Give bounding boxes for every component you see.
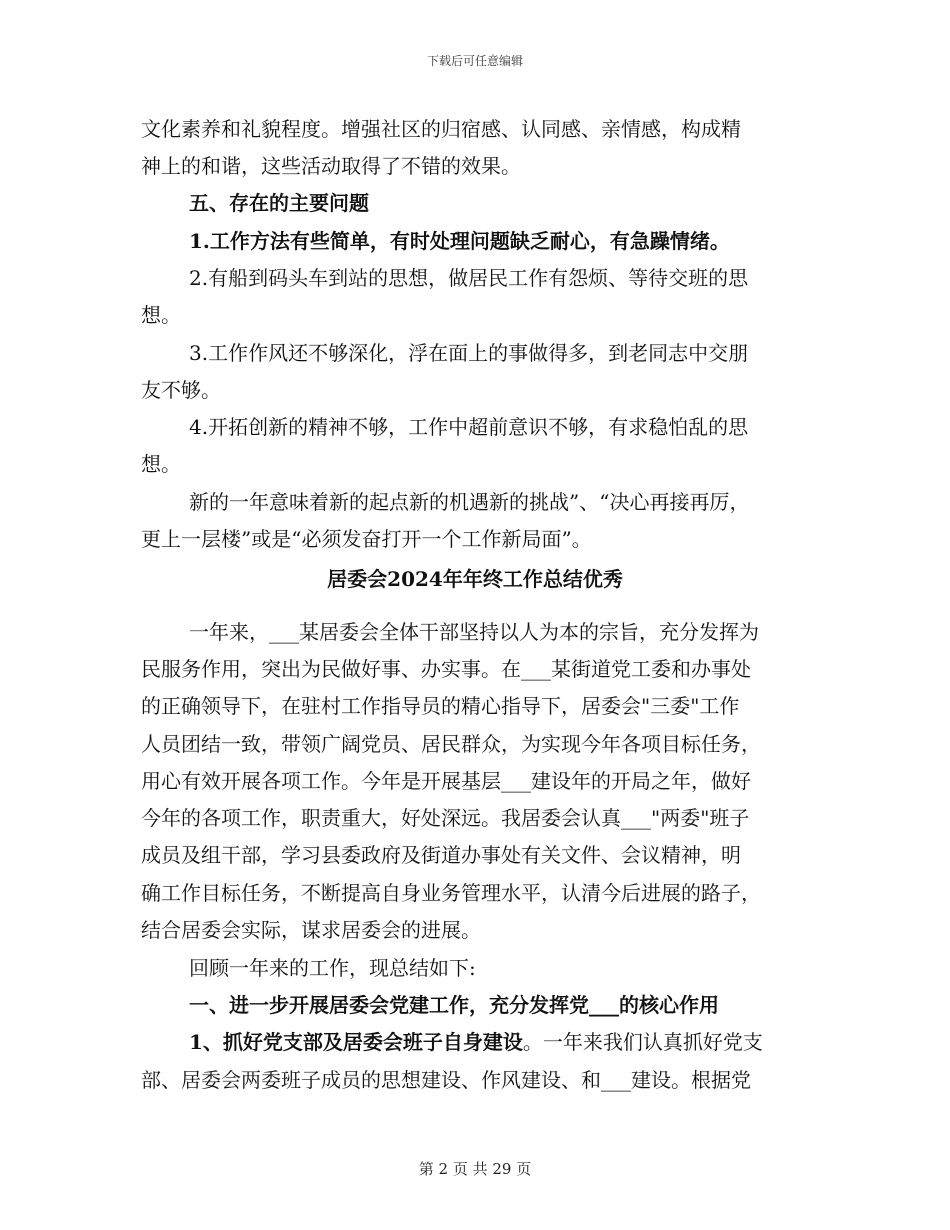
paragraph-text: 。一年来我们认真抓好党支: [522, 1030, 763, 1054]
paragraph-line: 确工作目标任务，不断提高自身业务管理水平，认清今后进展的路子，: [141, 881, 761, 905]
paragraph-line: 一年来，___某居委会全体干部坚持以人为本的宗旨，充分发挥为: [189, 620, 759, 644]
list-item-continuation: 想。: [141, 303, 181, 327]
paragraph-line: 部、居委会两委班子成员的思想建设、作风建设、和___建设。根据党: [141, 1068, 751, 1092]
page-header-note: 下载后可任意编辑: [426, 54, 523, 68]
paragraph-line: 新的一年意味着新的起点新的机遇新的挑战”、“决心再接再厉，: [189, 490, 750, 514]
paragraph-line: 结合居委会实际，谋求居委会的进展。: [141, 918, 481, 942]
paragraph-line: 更上一层楼”或是“必须发奋打开一个工作新局面”。: [141, 527, 592, 551]
list-item: 4.开拓创新的精神不够，工作中超前意识不够，有求稳怕乱的思: [189, 415, 749, 439]
list-item-continuation: 想。: [141, 452, 181, 476]
paragraph-line: 回顾一年来的工作，现总结如下:: [189, 956, 476, 980]
paragraph-line: 用心有效开展各项工作。今年是开展基层___建设年的开局之年，做好: [141, 769, 751, 793]
paragraph-line: 民服务作用，突出为民做好事、办实事。在___某街道党工委和办事处: [141, 657, 751, 681]
page-footer-number: 第 2 页 共 29 页: [418, 1160, 532, 1178]
paragraph-line: 人员团结一致，带领广阔党员、居民群众，为实现今年各项目标任务，: [141, 732, 761, 756]
paragraph-line: 文化素养和礼貌程度。增强社区的归宿感、认同感、亲情感，构成精: [141, 117, 741, 141]
paragraph-line: [189, 1030, 763, 1054]
paragraph-line: 成员及组干部，学习县委政府及街道办事处有关文件、会议精神，明: [141, 843, 741, 867]
subsection-heading: 1、抓好党支部及居委会班子自身建设: [189, 1030, 523, 1054]
list-item: 2.有船到码头车到站的思想，做居民工作有怨烦、等待交班的思: [189, 266, 749, 290]
list-item-bold: 1.工作方法有些简单，有时处理问题缺乏耐心，有急躁情绪。: [189, 229, 730, 253]
list-item: 3.工作作风还不够深化，浮在面上的事做得多，到老同志中交朋: [189, 341, 749, 365]
paragraph-line: 神上的和谐，这些活动取得了不错的效果。: [141, 154, 521, 178]
section-heading: 一、进一步开展居委会党建工作，充分发挥党___的核心作用: [189, 993, 719, 1017]
paragraph-line: 的正确领导下，在驻村工作指导员的精心指导下，居委会"三委"工作: [141, 694, 740, 718]
section-heading: 五、存在的主要问题: [189, 191, 369, 215]
list-item-continuation: 友不够。: [141, 378, 221, 402]
document-title: 居委会2024年年终工作总结优秀: [327, 567, 623, 591]
paragraph-line: 今年的各项工作，职责重大，好处深远。我居委会认真___"两委"班子: [141, 806, 750, 830]
